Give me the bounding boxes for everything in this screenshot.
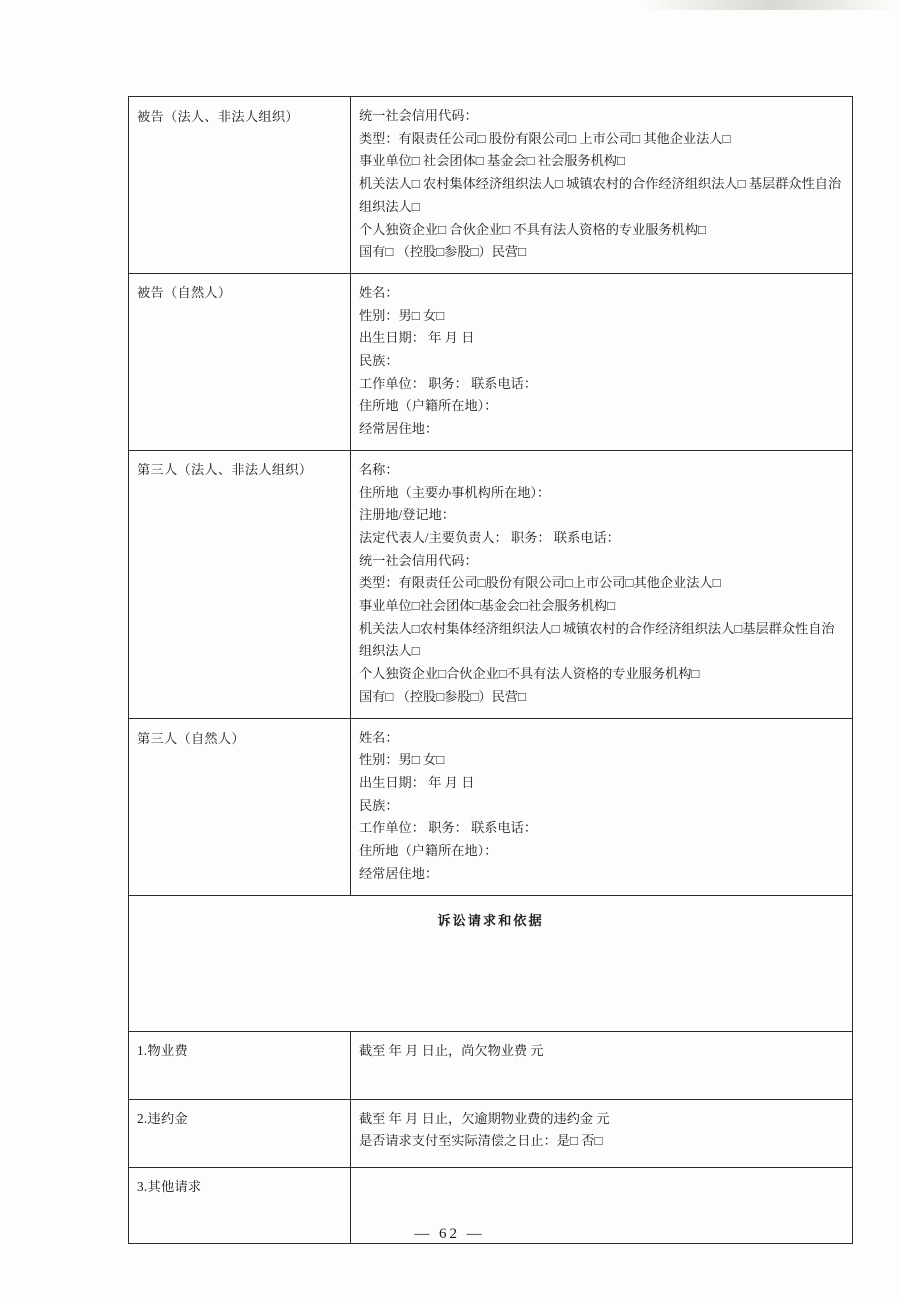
table-row: [129, 1031, 853, 1099]
field-credit-code: 统一社会信用代码：: [359, 108, 478, 123]
field-residence: 住所地（户籍所在地）：: [359, 843, 498, 859]
field-work-unit: 工作单位： 职务： 联系电话：: [359, 375, 538, 391]
field-gender: 性别：男□ 女□: [359, 307, 445, 323]
field-org-name: 名称：: [359, 461, 399, 477]
field-ownership: 国有□ （控股□参股□）民营□: [359, 688, 527, 704]
table-row: [129, 718, 853, 895]
claim-label-other: 3.其他请求: [129, 1167, 351, 1243]
field-birthdate: 出生日期： 年 月 日: [359, 774, 475, 790]
page-number: — 62 —: [414, 1226, 485, 1242]
scan-artifact: [640, 0, 899, 10]
field-type-line4: 个人独资企业□ 合伙企业□ 不具有法人资格的专业服务机构□: [359, 221, 706, 237]
field-type-line1: 类型：有限责任公司□ 股份有限公司□ 上市公司□ 其他企业法人□: [359, 130, 731, 146]
field-habitual-residence: 经常居住地：: [359, 865, 439, 881]
row-label-third-party-natural-person: 第三人（自然人）: [129, 718, 351, 895]
row-value-third-party-natural-person: [351, 718, 853, 895]
table-row: [129, 273, 853, 450]
field-type-line3: 机关法人□农村集体经济组织法人□ 城镇农村的合作经济组织法人□基层群众性自治组织法人□: [359, 620, 835, 659]
field-birthdate: 出生日期： 年 月 日: [359, 330, 475, 346]
row-label-defendant-legal-person: 被告（法人、非法人组织）: [129, 97, 351, 274]
field-name: 姓名：: [359, 284, 399, 300]
claim-label-penalty: 2.违约金: [129, 1099, 351, 1167]
field-ethnicity: 民族：: [359, 797, 399, 813]
field-type-line2: 事业单位□ 社会团体□ 基金会□ 社会服务机构□: [359, 153, 625, 169]
row-label-third-party-legal-person: 第三人（法人、非法人组织）: [129, 450, 351, 718]
claim-label-property-fee: 1.物业费: [129, 1031, 351, 1099]
claim-value-penalty: [351, 1099, 853, 1167]
field-work-unit: 工作单位： 职务： 联系电话：: [359, 820, 538, 836]
row-value-third-party-legal-person: [351, 450, 853, 718]
litigation-form-table: [128, 96, 853, 1244]
row-value-defendant-natural-person: [351, 273, 853, 450]
section-title-text: 诉讼请求和依据: [437, 912, 544, 928]
field-ethnicity: 民族：: [359, 353, 399, 369]
field-type-line1: 类型：有限责任公司□股份有限公司□上市公司□其他企业法人□: [359, 575, 721, 591]
table-row: [129, 1099, 853, 1167]
field-ownership: 国有□ （控股□参股□）民营□: [359, 244, 527, 260]
row-value-defendant-legal-person: [351, 97, 853, 274]
claim-line-continued: 是否请求支付至实际清偿之日止：是□ 否□: [359, 1133, 603, 1149]
table-row: [129, 97, 853, 274]
table-row: [129, 895, 853, 1031]
claim-line: 截至 年 月 日止，尚欠物业费 元: [359, 1042, 544, 1058]
field-legal-representative: 法定代表人/主要负责人： 职务： 联系电话：: [359, 529, 620, 545]
field-registration-place: 注册地/登记地：: [359, 507, 455, 523]
field-name: 姓名：: [359, 729, 399, 745]
field-type-line4: 个人独资企业□合伙企业□不具有法人资格的专业服务机构□: [359, 666, 700, 682]
field-habitual-residence: 经常居住地：: [359, 421, 439, 437]
table-row: [129, 450, 853, 718]
row-label-defendant-natural-person: 被告（自然人）: [129, 273, 351, 450]
claim-value-property-fee: [351, 1031, 853, 1099]
section-title: [129, 895, 853, 1031]
field-residence: 住所地（户籍所在地）：: [359, 398, 498, 414]
field-org-address: 住所地（主要办事机构所在地）：: [359, 484, 551, 500]
field-type-line2: 事业单位□社会团体□基金会□社会服务机构□: [359, 598, 616, 614]
field-gender: 性别：男□ 女□: [359, 752, 445, 768]
claim-line: 截至 年 月 日止，欠逾期物业费的违约金 元: [359, 1110, 610, 1126]
field-type-line3: 机关法人□ 农村集体经济组织法人□ 城镇农村的合作经济组织法人□ 基层群众性自治组织法人□: [359, 176, 842, 214]
field-credit-code: 统一社会信用代码：: [359, 552, 478, 568]
